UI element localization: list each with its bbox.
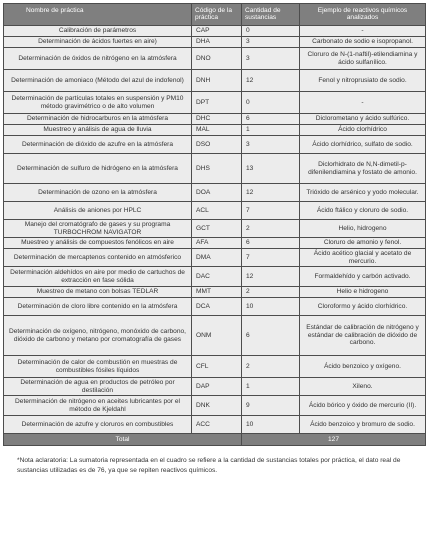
substances-table: [3, 3, 426, 446]
practice-code-cell: DAP: [192, 378, 242, 396]
practice-name-cell: Determinación de agua en productos de petróleo por destilación: [4, 378, 192, 396]
substance-count-cell: 0: [242, 92, 300, 114]
reagent-example-cell: Helio, hidrogeno: [300, 220, 426, 238]
table-row: [4, 136, 426, 154]
practice-code-cell: DSO: [192, 136, 242, 154]
practice-code-cell: DNK: [192, 396, 242, 416]
total-row: [4, 434, 426, 446]
table-row: [4, 48, 426, 70]
practice-code-cell: DAC: [192, 267, 242, 287]
practice-name-cell: Determinación de dióxido de azufre en la atmósfera: [4, 136, 192, 154]
substance-count-cell: 2: [242, 356, 300, 378]
practice-code-cell: DMA: [192, 249, 242, 267]
substance-count-cell: 0: [242, 26, 300, 37]
header-practice-code: Código de la práctica: [192, 4, 242, 26]
reagent-example-cell: Estándar de calibración de nitrógeno y estándar de calibración de dióxido de carbono.: [300, 316, 426, 356]
table-row: [4, 298, 426, 316]
substance-count-cell: 10: [242, 416, 300, 434]
table-row: [4, 220, 426, 238]
table-row: [4, 396, 426, 416]
practice-name-cell: Determinación de ozono en la atmósfera: [4, 184, 192, 202]
reagent-example-cell: Cloroformo y ácido clorhídrico.: [300, 298, 426, 316]
table-body: [4, 26, 426, 434]
table-row: [4, 125, 426, 136]
substance-count-cell: 1: [242, 125, 300, 136]
reagent-example-cell: Carbonato de sodio e isopropanol.: [300, 37, 426, 48]
document-page: [3, 3, 425, 475]
practice-name-cell: Determinación de azufre y cloruros en combustibles: [4, 416, 192, 434]
reagent-example-cell: Ácido benzoico y oxígeno.: [300, 356, 426, 378]
table-row: [4, 267, 426, 287]
substance-count-cell: 12: [242, 184, 300, 202]
substance-count-cell: 12: [242, 267, 300, 287]
total-value: 127: [242, 434, 426, 446]
reagent-example-cell: Ácido acético glacial y acetato de mercurio.: [300, 249, 426, 267]
substance-count-cell: 3: [242, 37, 300, 48]
substance-count-cell: 3: [242, 48, 300, 70]
reagent-example-cell: Formaldehído y carbón activado.: [300, 267, 426, 287]
substance-count-cell: 6: [242, 114, 300, 125]
practice-name-cell: Determinación de hidrocarburos en la atmósfera: [4, 114, 192, 125]
reagent-example-cell: Diclorhidrato de N,N-dimetil-p-difenilendiamina y fostato de amonio.: [300, 154, 426, 184]
practice-name-cell: Determinación de óxidos de nitrógeno en la atmósfera: [4, 48, 192, 70]
substance-count-cell: 1: [242, 378, 300, 396]
substance-count-cell: 10: [242, 298, 300, 316]
table-row: [4, 416, 426, 434]
practice-code-cell: DOA: [192, 184, 242, 202]
practice-name-cell: Determinación de sulfuro de hidrógeno en la atmósfera: [4, 154, 192, 184]
reagent-example-cell: -: [300, 26, 426, 37]
table-row: [4, 287, 426, 298]
reagent-example-cell: Ácido benzoico y bromuro de sodio.: [300, 416, 426, 434]
practice-name-cell: Determinación de nitrógeno en aceites lubricantes por el método de Kjeldahl: [4, 396, 192, 416]
practice-code-cell: GCT: [192, 220, 242, 238]
practice-name-cell: Muestreo y análisis de compuestos fenólicos en aire: [4, 238, 192, 249]
reagent-example-cell: Cloruro de amonio y fenol.: [300, 238, 426, 249]
table-row: [4, 249, 426, 267]
practice-name-cell: Determinación aldehídos en aire por medio de cartuchos de extracción en fase sólida: [4, 267, 192, 287]
practice-name-cell: Determinación de mercaptenos contenido en atmósferico: [4, 249, 192, 267]
practice-name-cell: Determinación de partículas totales en suspensión y PM10 método gravimétrico o de alto volumen: [4, 92, 192, 114]
practice-code-cell: DHS: [192, 154, 242, 184]
practice-code-cell: ONM: [192, 316, 242, 356]
reagent-example-cell: Cloruro de N-(1-naftil)-etilendiamina y ácido sulfanílico.: [300, 48, 426, 70]
table-row: [4, 378, 426, 396]
table-row: [4, 37, 426, 48]
substance-count-cell: 7: [242, 202, 300, 220]
footnote: *Nota aclaratoria: La sumatoria representada en el cuadro se refiere a la cantidad de sustancias totales por práctica, el dato real de sustancias utilizadas es de 76, ya que se repiten reactivos químicos.: [17, 457, 401, 474]
practice-name-cell: Determinación de calor de combustión en muestras de combustibles fósiles líquidos: [4, 356, 192, 378]
reagent-example-cell: Xileno.: [300, 378, 426, 396]
table-row: [4, 114, 426, 125]
practice-code-cell: ACL: [192, 202, 242, 220]
practice-code-cell: AFA: [192, 238, 242, 249]
practice-code-cell: DHC: [192, 114, 242, 125]
practice-code-cell: DCA: [192, 298, 242, 316]
reagent-example-cell: Ácido clorhídrico, sulfato de sodio.: [300, 136, 426, 154]
table-row: [4, 356, 426, 378]
practice-code-cell: DNO: [192, 48, 242, 70]
practice-name-cell: Calibración de parámetros: [4, 26, 192, 37]
substance-count-cell: 6: [242, 238, 300, 249]
header-substance-count: Cantidad de sustancias: [242, 4, 300, 26]
substance-count-cell: 2: [242, 287, 300, 298]
reagent-example-cell: Fenol y nitroprusiato de sodio.: [300, 70, 426, 92]
reagent-example-cell: Ácido bórico y óxido de mercurio (II).: [300, 396, 426, 416]
substance-count-cell: 2: [242, 220, 300, 238]
reagent-example-cell: Ácido ftálico y cloruro de sodio.: [300, 202, 426, 220]
table-row: [4, 92, 426, 114]
table-row: [4, 26, 426, 37]
header-reagent-examples: Ejemplo de reactivos químicos analizados: [300, 4, 426, 26]
table-row: [4, 202, 426, 220]
reagent-example-cell: Trióxido de arsénico y yodo molecular.: [300, 184, 426, 202]
practice-name-cell: Determinación de oxígeno, nitrógeno, monóxido de carbono, dióxido de carbono y metano por cromatografía de gases: [4, 316, 192, 356]
practice-name-cell: Determinación de amoniaco (Método del azul de indofenol): [4, 70, 192, 92]
practice-code-cell: ACC: [192, 416, 242, 434]
header-practice-name: Nombre de práctica: [4, 4, 192, 26]
practice-code-cell: MAL: [192, 125, 242, 136]
substance-count-cell: 13: [242, 154, 300, 184]
practice-code-cell: DHA: [192, 37, 242, 48]
reagent-example-cell: Ácido clorhídrico: [300, 125, 426, 136]
reagent-example-cell: -: [300, 92, 426, 114]
table-header-row: [4, 4, 426, 26]
practice-code-cell: DNH: [192, 70, 242, 92]
practice-name-cell: Manejo del cromatógrafo de gases y su programa TURBOCHROM NAVIGATOR: [4, 220, 192, 238]
table-row: [4, 238, 426, 249]
practice-name-cell: Determinación de ácidos fuertes en aire): [4, 37, 192, 48]
practice-code-cell: DPT: [192, 92, 242, 114]
practice-name-cell: Determinación de cloro libre contenido en la atmósfera: [4, 298, 192, 316]
table-row: [4, 154, 426, 184]
substance-count-cell: 3: [242, 136, 300, 154]
table-row: [4, 70, 426, 92]
substance-count-cell: 7: [242, 249, 300, 267]
practice-code-cell: MMT: [192, 287, 242, 298]
practice-name-cell: Muestreo y análisis de agua de lluvia: [4, 125, 192, 136]
practice-name-cell: Muestreo de metano con bolsas TEDLAR: [4, 287, 192, 298]
substance-count-cell: 12: [242, 70, 300, 92]
table-row: [4, 316, 426, 356]
table-row: [4, 184, 426, 202]
total-label: Total: [4, 434, 242, 446]
substance-count-cell: 9: [242, 396, 300, 416]
practice-code-cell: CFL: [192, 356, 242, 378]
practice-code-cell: CAP: [192, 26, 242, 37]
substance-count-cell: 6: [242, 316, 300, 356]
reagent-example-cell: Helio e hidrogeno: [300, 287, 426, 298]
practice-name-cell: Análisis de aniones por HPLC: [4, 202, 192, 220]
reagent-example-cell: Diclorometano y ácido sulfúrico.: [300, 114, 426, 125]
